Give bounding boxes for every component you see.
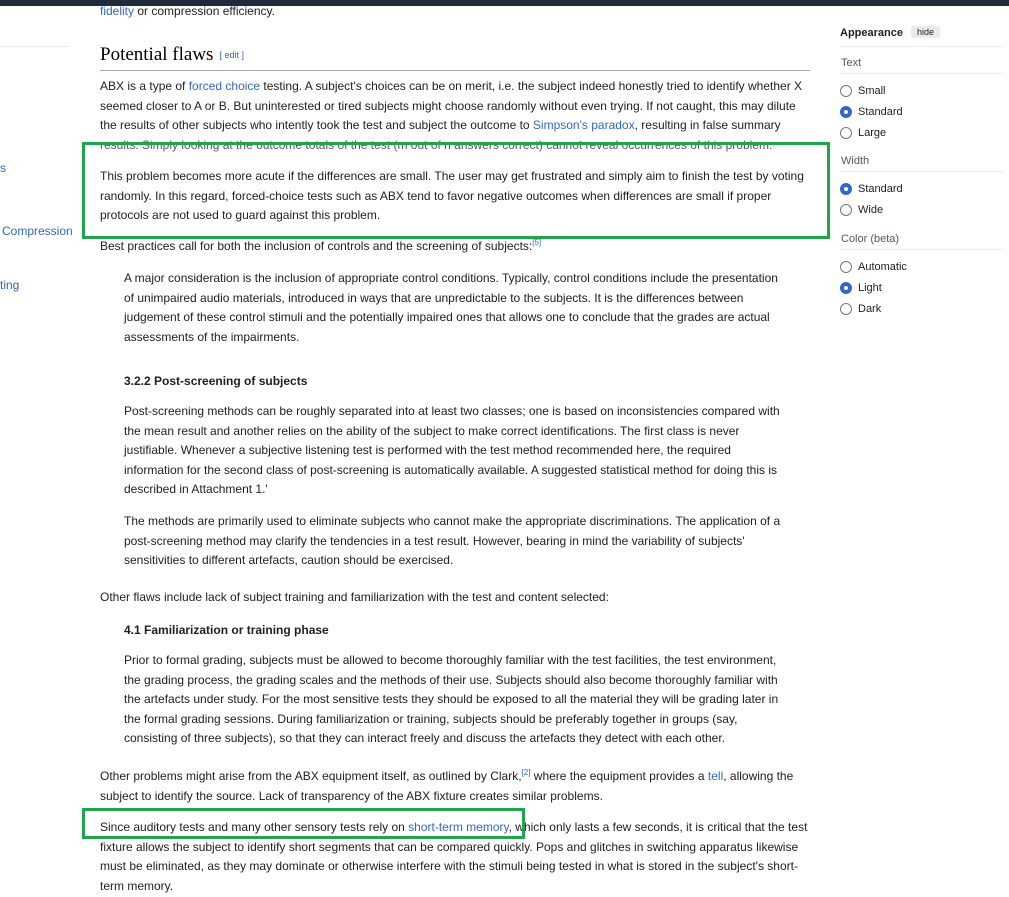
radio-circle[interactable] — [840, 303, 852, 315]
table-of-contents — [0, 0, 80, 897]
radio-circle[interactable] — [840, 261, 852, 273]
quote-control-conditions: A major consideration is the inclusion of appropriate control conditions. Typically, control conditions include the presentation of unimpaired audio materials, introduced in ways that are unpredictable to the subjects. It is the differences between judgement of these control stimuli and the potentially impaired ones that allows one to conclude that the grades are actual assessments of the impairments. — [124, 271, 778, 344]
p5-text-2: where the equipment provides a — [530, 769, 708, 783]
appearance-title: Appearance — [840, 27, 903, 39]
toc-divider — [0, 46, 70, 47]
p5-text-1: Other problems might arise from the ABX equipment itself, as outlined by Clark, — [100, 769, 522, 783]
radio-label: Small — [858, 85, 886, 97]
edit-link[interactable]: [ edit ] — [219, 50, 244, 60]
radio-circle-selected[interactable] — [840, 282, 852, 294]
paragraph-short-term-memory — [100, 818, 812, 896]
p1-text-3: , resulting in false summary — [634, 118, 781, 132]
link-forced-choice[interactable]: forced choice — [188, 79, 261, 93]
top-fragment — [100, 2, 812, 22]
heading-post-screening: 3.2.2 Post-screening of subjects — [124, 374, 308, 388]
radio-label: Wide — [858, 204, 884, 216]
reference-2[interactable]: [2] — [521, 768, 531, 777]
paragraph-other-flaws: Other flaws include lack of subject training and familiarization with the test and content selected: — [100, 590, 609, 604]
paragraph-abx-equipment — [100, 767, 812, 806]
quote-post-screening: Post-screening methods can be roughly separated into at least two classes; one is based on inconsistencies compared with the mean result and another relies on the ability of the subject to make correct identifications. The first class is never justifiable. Whenever a subjective listening test is performed with the test method recommended here, the required information for the second class of post-screening is automatically available. A suggested statistical method for doing this is described in Attachment 1.' — [124, 404, 780, 496]
radio-label: Automatic — [858, 261, 907, 273]
toc-item-1[interactable]: s — [0, 161, 6, 175]
p6-text-1: Since auditory tests and many other sensory tests rely on — [100, 820, 409, 834]
p1-text-1: ABX is a type of — [100, 79, 189, 93]
radio-text-standard[interactable] — [840, 104, 903, 120]
radio-circle[interactable] — [840, 127, 852, 139]
p1-text-4: results. Simply looking at the outcome totals of the test (m out of n answers correct) cannot reveal occurrences of this problem. — [100, 137, 773, 152]
link-tell[interactable]: tell — [707, 769, 724, 783]
quote-methods: The methods are primarily used to eliminate subjects who cannot make the appropriate discriminations. The application of a post-screening method may clarify the tendencies in a test result. However, bearing in mind the variability of subjects' sensitivities to different artefacts, caution should be exercised. — [124, 514, 781, 567]
text-size-label: Text — [841, 57, 862, 69]
radio-label: Dark — [858, 303, 882, 315]
hide-button[interactable]: hide — [911, 26, 940, 38]
link-fidelity[interactable]: fidelity — [100, 4, 135, 18]
radio-circle-selected[interactable] — [840, 183, 852, 195]
section-title: Potential flaws — [100, 44, 214, 65]
paragraph-acute-problem: This problem becomes more acute if the differences are small. The user may get frustrated and simply aim to finish the test by voting randomly. In this regard, forced-choice tests such as ABX tend to favor negative outcomes when differences are small if proper protocols are not used to guard against this problem. — [100, 169, 804, 222]
radio-circle[interactable] — [840, 204, 852, 216]
radio-label: Light — [858, 282, 882, 294]
sidebar-divider — [840, 46, 1003, 47]
radio-color-dark[interactable] — [840, 301, 881, 317]
quote-familiarization: Prior to formal grading, subjects must be allowed to become thoroughly familiar with the test facilities, the test environment, the grading process, the grading scales and the methods of their use. Subjects should also become thoroughly familiar with the artefacts under study. For the most sensitive tests they should be exposed to all the material they will be grading later in the formal grading sessions. During familiarization or training, subjects should be preferably together in groups (say, consisting of three subjects), so that they can interact freely and discuss the artefacts they detect with each other. — [124, 653, 779, 745]
radio-color-light[interactable] — [840, 280, 882, 296]
radio-color-automatic[interactable] — [840, 259, 907, 275]
toc-item-2[interactable]: Compression — [2, 224, 73, 238]
sidebar-divider — [840, 73, 1003, 74]
sidebar-divider — [840, 249, 1003, 250]
link-short-term-memory[interactable]: short-term memory — [408, 820, 509, 834]
p5-text-3: , allowing the subject to identify the source. Lack of transparency of the ABX fixture creates similar problems. — [100, 769, 794, 803]
paragraph-best-practices — [100, 237, 812, 257]
p1-text-2: testing. A subject's choices can be on merit, i.e. the subject indeed honestly tried to identify whether X seemed closer to A or B. But uninterested or tired subjects might choose randomly without even trying. If not caught, this may dilute the results of other subjects who intently took the test and subject the outcome to — [100, 79, 803, 132]
p3-text: Best practices call for both the inclusion of controls and the screening of subjects: — [100, 239, 533, 253]
link-simpsons-paradox[interactable]: Simpson's paradox — [532, 118, 635, 132]
radio-label: Large — [858, 127, 887, 139]
radio-text-large[interactable] — [840, 125, 886, 141]
radio-width-standard[interactable] — [840, 181, 903, 197]
radio-circle-selected[interactable] — [840, 106, 852, 118]
section-heading — [100, 44, 810, 71]
width-label: Width — [841, 155, 870, 167]
radio-circle[interactable] — [840, 85, 852, 97]
sidebar-divider — [840, 171, 1003, 172]
toc-item-3[interactable]: ting — [0, 278, 20, 292]
top-fragment-text: or compression efficiency. — [134, 4, 275, 18]
paragraph-abx-forced-choice — [100, 77, 812, 155]
color-label: Color (beta) — [841, 233, 900, 245]
radio-width-wide[interactable] — [840, 202, 883, 218]
heading-familiarization: 4.1 Familiarization or training phase — [124, 623, 329, 637]
radio-text-small[interactable] — [840, 83, 886, 99]
radio-label: Standard — [858, 183, 903, 195]
p6-text-2: , which only lasts a few seconds, it is critical that the test fixture allows the subject to identify short segments that can be compared quickly. Pops and glitches in switching apparatus likewise must be eliminated, as they may dominate or otherwise interfere with the stimuli being tested in what is stored in the subject's short-term memory. — [100, 820, 808, 893]
radio-label: Standard — [858, 106, 903, 118]
reference-5[interactable]: [5] — [532, 238, 542, 247]
